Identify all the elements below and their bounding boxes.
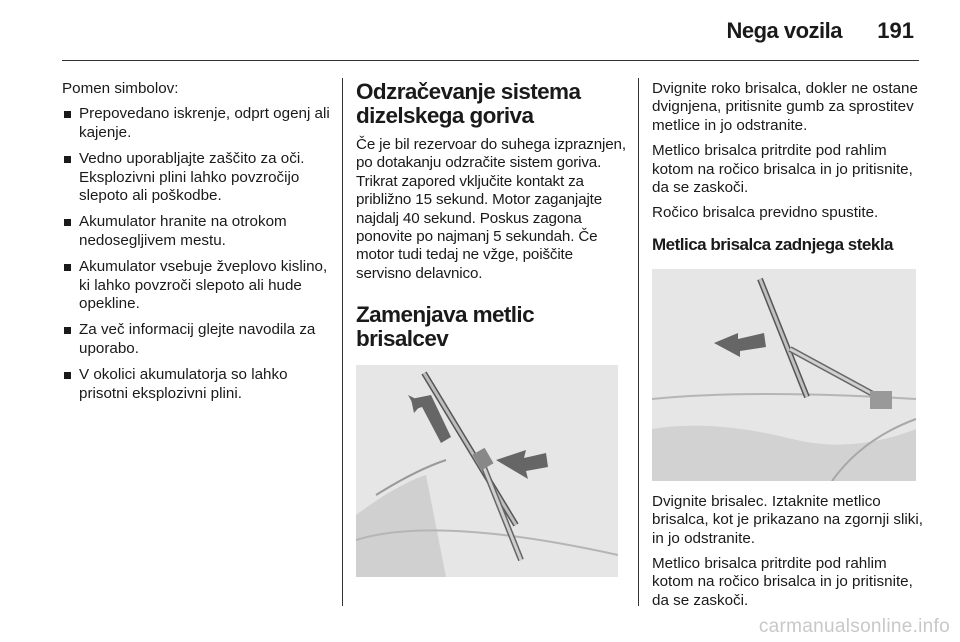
rear-wiper-attach-text: Metlico brisalca pritrdite pod rahlim kotom na ročico brisalca in jo pritisnite, da se zaskoči.: [652, 555, 913, 609]
header-divider: [62, 60, 919, 61]
section-heading-rear-wiper: Metlica brisalca zadnjega stekla: [652, 234, 894, 254]
symbols-list: [62, 105, 334, 403]
column-1: [62, 80, 334, 411]
list-item: Vedno uporabljajte zaščito za oči. Eksplozivni plini lahko povzročijo slepoto ali poškodbe.: [62, 150, 334, 205]
wiper-lower-text: Ročico brisalca previdno spustite.: [652, 204, 879, 222]
column-divider-right: [638, 78, 639, 606]
page-header: [0, 0, 960, 60]
watermark: carmanualsonline.info: [758, 616, 950, 637]
rear-wiper-remove-text: Dvignite brisalec. Iztaknite metlico brisalca, kot je prikazano na zgornji sliki, in jo odstranite.: [652, 492, 923, 547]
front-wiper-illustration: [356, 365, 618, 577]
wiper-remove-text: Dvignite roko brisalca, dokler ne ostane dvignjena, pritisnite gumb za sprostitev metlice in jo odstranite.: [652, 80, 918, 134]
column-divider-left: [342, 78, 343, 606]
page-title: Nega vozila: [726, 18, 842, 43]
column-3: [652, 80, 924, 617]
wiper-attach-text: Metlico brisalca pritrdite pod rahlim kotom na ročico brisalca in jo pritisnite, da se zaskoči.: [652, 142, 913, 197]
list-item: Akumulator hranite na otrokom nedosegljivem mestu.: [62, 213, 334, 250]
list-item: Za več informacij glejte navodila za uporabo.: [62, 321, 334, 358]
list-item: Prepovedano iskrenje, odprt ogenj ali kajenje.: [62, 105, 334, 142]
rear-wiper-illustration: [652, 269, 916, 481]
column-2: [356, 80, 626, 577]
section-heading-fuel-bleed: Odzračevanje sistema dizelskega goriva: [356, 79, 581, 128]
page-number: 191: [877, 18, 914, 43]
list-item: V okolici akumulatorja so lahko prisotni eksplozivni plini.: [62, 366, 334, 403]
symbols-intro: Pomen simbolov:: [62, 80, 179, 97]
section-heading-wiper-replacement: Zamenjava metlic brisalcev: [356, 302, 534, 352]
list-item: Akumulator vsebuje žveplovo kislino, ki lahko povzroči slepoto ali hude opekline.: [62, 258, 334, 313]
fuel-bleed-text: Če je bil rezervoar do suhega izpraznjen, po dotakanju odzračite sistem goriva. Trikrat zapored vključite kontakt za približno 15 sekund. Motor zaganjajte najdalj 40 sekund. Poskus zagona ponovite po najmanj 5 sekundah. Če motor tudi tedaj ne vžge, poiščite servisno delavnico.: [356, 136, 626, 282]
